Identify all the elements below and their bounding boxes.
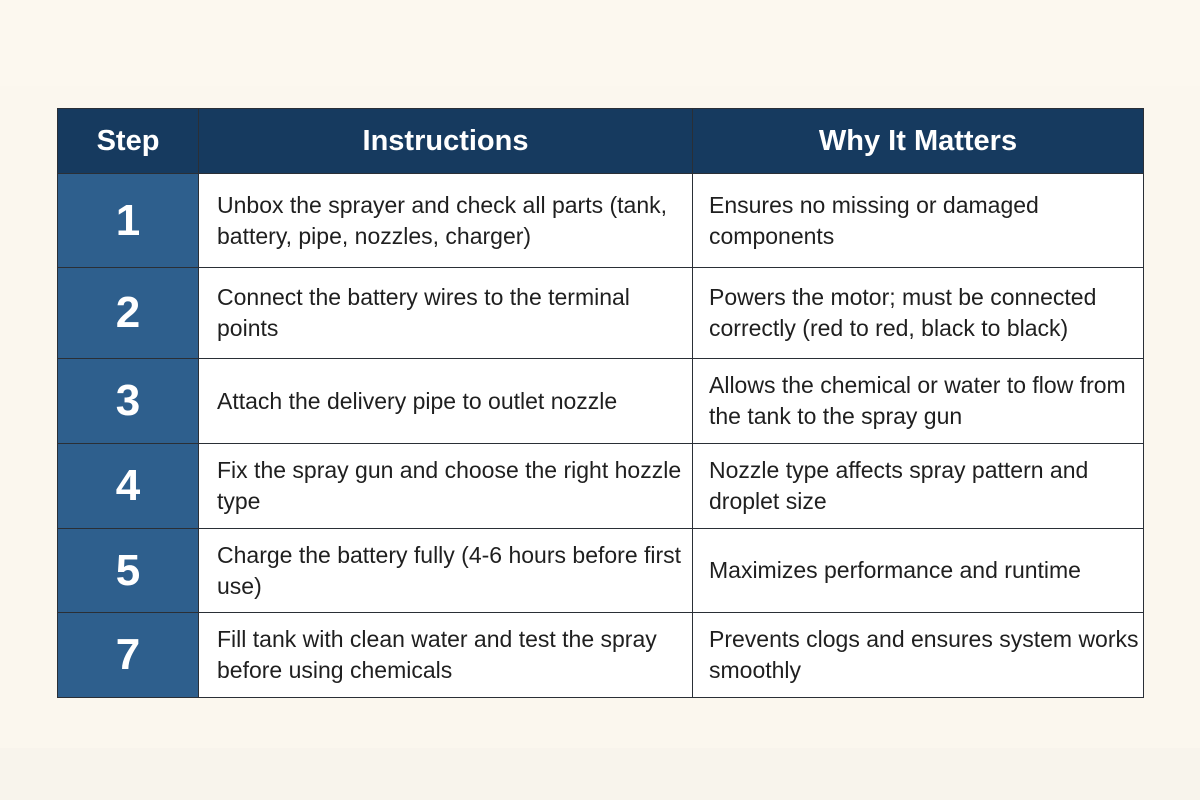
why-it-matters-cell: Ensures no missing or damaged components bbox=[693, 174, 1144, 268]
header-instructions: Instructions bbox=[199, 109, 693, 174]
table-row bbox=[58, 359, 1144, 444]
step-number: 1 bbox=[58, 174, 199, 268]
step-number: 7 bbox=[58, 613, 199, 698]
step-number: 4 bbox=[58, 444, 199, 529]
step-number: 3 bbox=[58, 359, 199, 444]
instruction-cell: Connect the battery wires to the terminal points bbox=[199, 268, 693, 359]
instruction-cell: Unbox the sprayer and check all parts (tank, battery, pipe, nozzles, charger) bbox=[199, 174, 693, 268]
why-it-matters-cell: Allows the chemical or water to flow from the tank to the spray gun bbox=[693, 359, 1144, 444]
instruction-cell: Fix the spray gun and choose the right hozzle type bbox=[199, 444, 693, 529]
header-why-it-matters: Why It Matters bbox=[693, 109, 1144, 174]
step-number: 2 bbox=[58, 268, 199, 359]
why-it-matters-cell: Nozzle type affects spray pattern and droplet size bbox=[693, 444, 1144, 529]
instruction-cell: Fill tank with clean water and test the spray before using chemicals bbox=[199, 613, 693, 698]
header-row bbox=[58, 109, 1144, 174]
step-number: 5 bbox=[58, 529, 199, 613]
instruction-cell: Charge the battery fully (4-6 hours before first use) bbox=[199, 529, 693, 613]
why-it-matters-cell: Prevents clogs and ensures system works smoothly bbox=[693, 613, 1144, 698]
setup-steps-table bbox=[57, 108, 1144, 698]
why-it-matters-cell: Maximizes performance and runtime bbox=[693, 529, 1144, 613]
table-row bbox=[58, 613, 1144, 698]
instruction-cell: Attach the delivery pipe to outlet nozzle bbox=[199, 359, 693, 444]
table-row bbox=[58, 268, 1144, 359]
table-row bbox=[58, 444, 1144, 529]
header-step: Step bbox=[58, 109, 199, 174]
top-band bbox=[0, 0, 1200, 86]
table-body bbox=[58, 174, 1144, 698]
table-header bbox=[58, 109, 1144, 174]
bottom-band bbox=[0, 748, 1200, 800]
table-row bbox=[58, 174, 1144, 268]
table-row bbox=[58, 529, 1144, 613]
why-it-matters-cell: Powers the motor; must be connected correctly (red to red, black to black) bbox=[693, 268, 1144, 359]
